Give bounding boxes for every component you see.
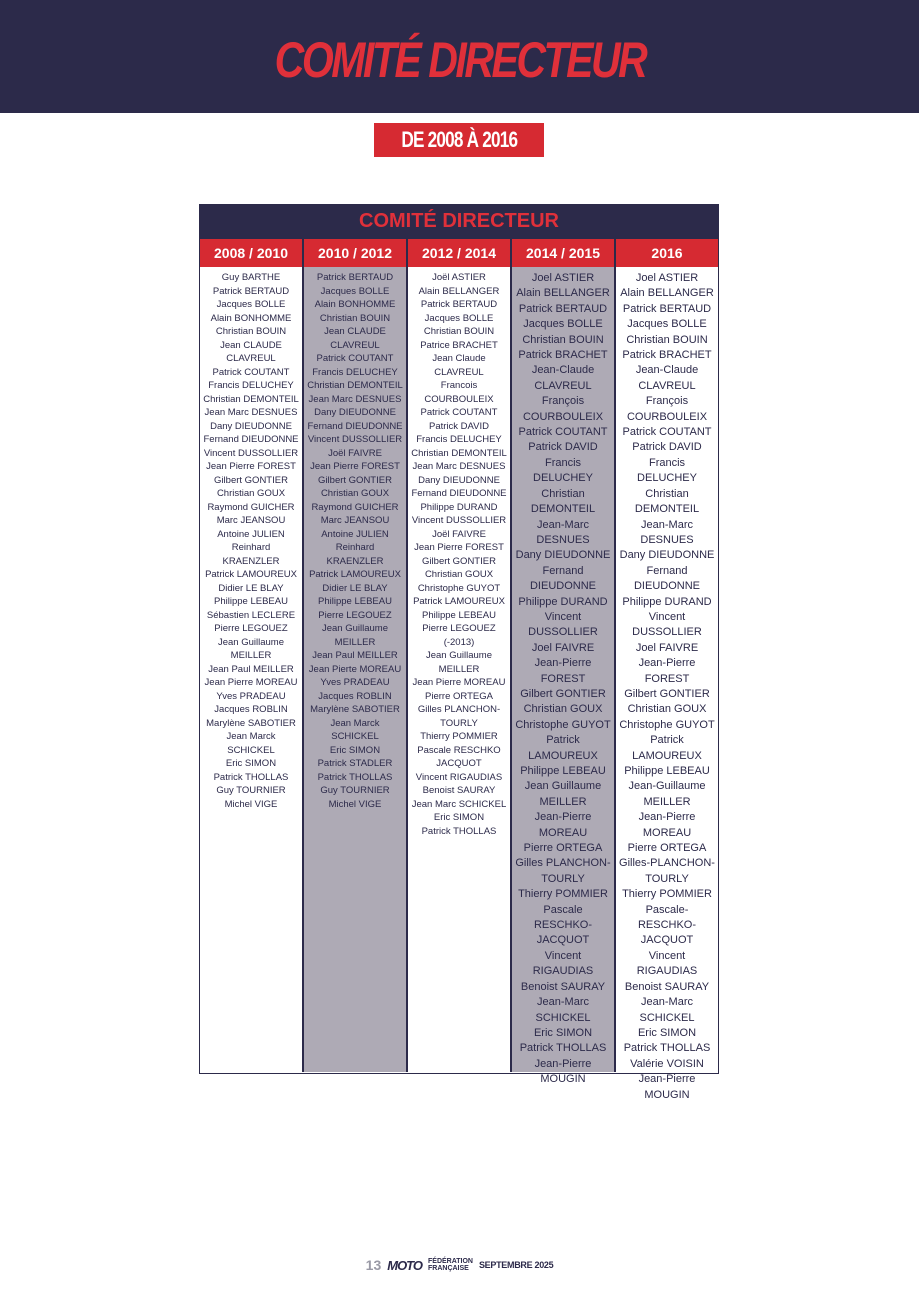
period-badge xyxy=(374,123,544,157)
member-name: Jean Pierre FOREST xyxy=(206,461,296,472)
member-name: Christian DEMONTEIL xyxy=(634,487,700,516)
member-name: Francois COURBOULEIX xyxy=(424,380,494,405)
member-columns xyxy=(200,267,718,1101)
member-name: Fernand DIEUDONNE xyxy=(411,488,507,499)
member-name: Jean-Marc DESNUES xyxy=(640,518,694,546)
member-name: Christian DEMONTEIL xyxy=(530,487,596,516)
member-name: François COURBOULEIX xyxy=(522,395,604,423)
member-name: Jacques BOLLE xyxy=(424,312,494,324)
member-name: Patrick COUTANT xyxy=(316,353,394,364)
member-name: Christian BOUIN xyxy=(215,326,287,337)
member-name: Jean Pierre FOREST xyxy=(414,542,504,553)
member-name: Patrick LAMOUREUX xyxy=(528,734,598,762)
federation-line-1: FÉDÉRATION xyxy=(428,1258,473,1265)
header-banner xyxy=(0,0,919,113)
member-name: Pierre ORTEGA xyxy=(523,842,603,855)
member-name: Benoist SAURAY xyxy=(624,980,710,993)
member-name: Patrick COUTANT xyxy=(518,426,608,439)
member-name: Vincent RIGAUDIAS xyxy=(415,771,503,783)
member-name: Guy TOURNIER xyxy=(216,785,286,796)
member-name: Christian GOUX xyxy=(320,488,390,499)
member-name: Sébastien LECLERE xyxy=(206,609,296,621)
member-name: Vincent RIGAUDIAS xyxy=(636,949,698,978)
member-name: Philippe LEBEAU xyxy=(520,765,606,777)
member-name: Christian GOUX xyxy=(523,703,603,716)
member-name: Patrick BRACHET xyxy=(518,349,608,362)
member-name: Jean-Marc DESNUES xyxy=(536,518,590,546)
member-name: Vincent DUSSOLLIER xyxy=(411,515,507,526)
member-name: Pierre LEGOUEZ (-2013) xyxy=(422,623,496,648)
member-name: Philippe LEBEAU xyxy=(318,596,392,607)
member-name: Alain BONHOMME xyxy=(314,299,396,310)
member-name: Jean Paul MEILLER xyxy=(312,650,398,661)
member-name: Thierry POMMIER xyxy=(518,888,608,901)
member-name: Christian GOUX xyxy=(424,569,494,580)
member-name: Eric SIMON xyxy=(637,1026,697,1039)
member-name: Pascale RESCHKO JACQUOT xyxy=(417,744,501,769)
member-name: Gilbert GONTIER xyxy=(520,687,606,700)
member-name: Jean Pierre MOREAU xyxy=(412,677,506,688)
member-name: Jean CLAUDE CLAVREUL xyxy=(324,326,386,351)
member-name: Antoine JULIEN xyxy=(217,528,285,540)
member-name: Fernand DIEUDONNE xyxy=(203,434,299,445)
member-name: Dany DIEUDONNE xyxy=(418,474,500,486)
member-name: Patrick THOLLAS xyxy=(213,771,289,783)
member-name: Jean Paul MEILLER xyxy=(208,663,294,675)
member-name: Yves PRADEAU xyxy=(216,690,286,702)
member-name: Jacques BOLLE xyxy=(320,285,390,297)
member-name: Antoine JULIEN xyxy=(321,528,389,540)
member-name: Philippe DURAND xyxy=(622,595,712,608)
column-header: 2012 / 2014 xyxy=(408,237,512,267)
member-column-2010-2012 xyxy=(304,267,408,1072)
member-name: Joel ASTIER xyxy=(531,272,595,284)
member-name: Patrick COUTANT xyxy=(212,366,290,378)
member-name: Jean-Pierre MOREAU xyxy=(534,811,592,839)
committee-table xyxy=(199,204,719,1101)
member-name: Eric SIMON xyxy=(433,812,485,823)
member-name: Jean Claude CLAVREUL xyxy=(432,353,486,378)
member-name: Patrick BRACHET xyxy=(622,349,712,362)
member-name: Francis DELUCHEY xyxy=(637,456,697,485)
member-name: Francis DELUCHEY xyxy=(312,366,398,378)
member-name: Philippe LEBEAU xyxy=(624,765,710,777)
brand-logo: MOTO xyxy=(387,1257,422,1273)
table-title: COMITÉ DIRECTEUR xyxy=(200,205,718,237)
member-name: Christian BOUIN xyxy=(522,333,604,346)
member-name: Jacques BOLLE xyxy=(216,299,286,310)
member-name: Dany DIEUDONNE xyxy=(515,549,611,562)
member-name: Patrick THOLLAS xyxy=(519,1042,607,1055)
member-name: Eric SIMON xyxy=(329,744,381,756)
member-name: Gilbert GONTIER xyxy=(214,474,288,486)
member-name: Gilbert GONTIER xyxy=(422,555,496,567)
member-name: Jacques ROBLIN xyxy=(214,704,288,715)
member-name: Gilbert GONTIER xyxy=(318,474,392,486)
member-name: Benoist SAURAY xyxy=(520,980,606,993)
member-name: Jean Pierre FOREST xyxy=(310,461,400,472)
member-name: Gilbert GONTIER xyxy=(624,687,710,700)
member-name: Philippe DURAND xyxy=(518,595,608,608)
member-name: Jean-Marc SCHICKEL xyxy=(639,996,695,1024)
member-name: Joël FAIVRE xyxy=(328,447,382,459)
member-name: Francis DELUCHEY xyxy=(533,456,593,485)
member-name: Pascale-RESCHKO-JACQUOT xyxy=(637,903,697,947)
member-name: Christian GOUX xyxy=(627,703,707,716)
federation-name xyxy=(428,1258,473,1272)
member-name: Pierre LEGOUEZ xyxy=(318,609,392,621)
member-name: Patrick BERTAUD xyxy=(622,302,712,315)
member-name: Jean-Claude CLAVREUL xyxy=(531,364,595,392)
member-name: Jean Marck SCHICKEL xyxy=(330,717,380,742)
page-footer xyxy=(0,1255,919,1275)
column-header: 2008 / 2010 xyxy=(200,237,304,267)
member-column-2012-2014 xyxy=(408,267,512,1072)
member-name: Raymond GUICHER xyxy=(207,501,295,513)
member-name: Patrick LAMOUREUX xyxy=(413,596,505,607)
member-name: Pierre LEGOUEZ xyxy=(214,623,288,634)
member-name: Christian DEMONTEIL xyxy=(307,380,403,391)
federation-line-2: FRANÇAISE xyxy=(428,1265,469,1272)
member-name: Vincent DUSSOLLIER xyxy=(203,447,299,459)
column-header: 2016 xyxy=(616,237,718,267)
member-name: Patrick COUTANT xyxy=(622,426,712,439)
member-name: Fernand DIEUDONNE xyxy=(633,564,700,593)
member-name: Francis DELUCHEY xyxy=(416,434,502,445)
member-name: Christian BOUIN xyxy=(319,312,391,324)
issue-date: SEPTEMBRE 2025 xyxy=(478,1260,554,1270)
member-column-2016 xyxy=(616,267,718,1101)
member-name: Christian BOUIN xyxy=(423,326,495,337)
member-name: Jean Marc DESNUES xyxy=(308,393,402,405)
column-header: 2014 / 2015 xyxy=(512,237,616,267)
member-name: Benoist SAURAY xyxy=(422,785,496,796)
member-name: Jean-Pierre MOREAU xyxy=(638,811,696,839)
member-name: Jean CLAUDE CLAVREUL xyxy=(220,339,282,364)
member-name: François COURBOULEIX xyxy=(626,395,708,423)
member-name: Christian GOUX xyxy=(216,488,286,499)
member-name: Patrick BERTAUD xyxy=(518,302,608,315)
member-name: Patrick DAVID xyxy=(528,441,598,454)
member-name: Gilles PLANCHON-TOURLY xyxy=(515,857,611,885)
member-name: Jacques ROBLIN xyxy=(318,690,392,702)
member-name: Philippe LEBEAU xyxy=(214,596,288,607)
member-name: Joël ASTIER xyxy=(432,272,486,283)
member-name: Jean Marc DESNUES xyxy=(412,461,506,472)
member-name: Francis DELUCHEY xyxy=(208,380,294,391)
member-name: Jean-Claude CLAVREUL xyxy=(635,364,699,392)
member-name: Joel ASTIER xyxy=(635,272,699,284)
member-name: Patrick LAMOUREUX xyxy=(309,569,401,580)
member-name: Jean-Pierre FOREST xyxy=(534,657,592,685)
member-name: Pierre ORTEGA xyxy=(627,842,707,855)
member-name: Fernand DIEUDONNE xyxy=(307,420,403,432)
member-name: Jean Marck SCHICKEL xyxy=(226,731,276,756)
member-name: Patrick COUTANT xyxy=(420,407,498,418)
member-name: Eric SIMON xyxy=(225,758,277,769)
member-name: Jean Guillaume MEILLER xyxy=(321,623,388,648)
member-name: Patrick BERTAUD xyxy=(316,272,394,283)
page-number: 13 xyxy=(365,1257,382,1273)
member-name: Jacques BOLLE xyxy=(523,318,603,331)
member-name: Pierre ORTEGA xyxy=(425,690,493,702)
member-name: Christian DEMONTEIL xyxy=(203,393,299,405)
member-name: Thierry POMMIER xyxy=(622,888,712,901)
member-name: Vincent RIGAUDIAS xyxy=(532,949,594,978)
member-name: Christian DEMONTEIL xyxy=(411,447,507,459)
member-name: Jean-Guillaume MEILLER xyxy=(628,780,706,808)
member-name: Eric SIMON xyxy=(533,1026,593,1039)
member-name: Jean-Pierre MOUGIN xyxy=(534,1057,592,1086)
member-name: Philippe LEBEAU xyxy=(422,609,496,621)
member-name: Patrice BRACHET xyxy=(420,339,498,351)
column-headers xyxy=(200,237,718,267)
member-name: Fernand DIEUDONNE xyxy=(529,564,596,593)
member-name: Yves PRADEAU xyxy=(320,677,390,688)
member-name: Michel VIGE xyxy=(328,798,382,810)
member-name: Patrick BERTAUD xyxy=(420,299,498,310)
member-name: Valérie VOISIN xyxy=(630,1057,704,1070)
member-name: Jean-Pierre MOUGIN xyxy=(638,1073,696,1101)
member-name: Patrick THOLLAS xyxy=(623,1042,711,1055)
member-name: Christian BOUIN xyxy=(626,333,708,346)
member-name: Marylène SABOTIER xyxy=(310,704,400,715)
member-name: Joël FAIVRE xyxy=(432,528,486,540)
member-name: Jean Pierte MOREAU xyxy=(308,663,402,675)
member-name: Dany DIEUDONNE xyxy=(210,420,292,432)
member-name: Jacques BOLLE xyxy=(627,318,707,331)
member-name: Gilles-PLANCHON-TOURLY xyxy=(619,857,715,885)
column-header: 2010 / 2012 xyxy=(304,237,408,267)
member-name: Marc JEANSOU xyxy=(216,515,286,526)
member-column-2014-2015 xyxy=(512,267,616,1086)
member-name: Raymond GUICHER xyxy=(311,501,399,513)
member-name: Didier LE BLAY xyxy=(322,582,388,594)
member-name: Patrick THOLLAS xyxy=(421,825,497,837)
member-name: Vincent DUSSOLLIER xyxy=(528,610,598,639)
member-name: Jean Guillaume MEILLER xyxy=(425,650,492,675)
member-name: Patrick DAVID xyxy=(428,420,489,432)
member-name: Jean-Pierre FOREST xyxy=(638,657,696,685)
member-name: Patrick LAMOUREUX xyxy=(205,569,297,580)
member-name: Marylène SABOTIER xyxy=(206,717,296,729)
member-name: Guy BARTHE xyxy=(221,272,281,283)
member-name: Gilles PLANCHON-TOURLY xyxy=(417,704,501,729)
member-name: Marc JEANSOU xyxy=(320,515,390,526)
member-name: Vincent DUSSOLLIER xyxy=(632,610,702,639)
member-name: Reinhard KRAENZLER xyxy=(222,542,280,567)
member-name: Patrick THOLLAS xyxy=(317,771,393,783)
member-name: Alain BELLANGER xyxy=(418,285,500,297)
member-name: Didier LE BLAY xyxy=(218,582,284,594)
member-name: Jean Marc DESNUES xyxy=(204,407,298,418)
member-name: Jean-Marc SCHICKEL xyxy=(535,996,591,1024)
member-name: Jean Guillaume MEILLER xyxy=(524,780,602,808)
member-name: Christophe GUYOT xyxy=(619,718,715,731)
member-name: Christophe GUYOT xyxy=(417,582,501,594)
member-name: Joel FAIVRE xyxy=(635,641,699,654)
member-name: Thierry POMMIER xyxy=(420,731,498,742)
member-name: Jean Pierre MOREAU xyxy=(204,677,298,688)
member-name: Patrick BERTAUD xyxy=(212,285,290,297)
member-name: Patrick LAMOUREUX xyxy=(632,734,702,762)
member-name: Jean Marc SCHICKEL xyxy=(411,798,507,810)
page-title: COMITÉ DIRECTEUR xyxy=(274,31,645,88)
member-name: Joel FAIVRE xyxy=(531,641,595,654)
period-label: DE 2008 À 2016 xyxy=(401,127,517,152)
member-name: Patrick STADLER xyxy=(317,758,393,769)
member-name: Alain BONHOMME xyxy=(210,312,292,324)
member-name: Dany DIEUDONNE xyxy=(314,407,396,418)
member-name: Vincent DUSSOLLIER xyxy=(307,434,403,445)
member-name: Dany DIEUDONNE xyxy=(619,549,715,562)
member-name: Philippe DURAND xyxy=(420,501,498,513)
member-name: Guy TOURNIER xyxy=(320,785,390,796)
member-name: Pascale RESCHKO-JACQUOT xyxy=(533,903,593,947)
member-name: Christophe GUYOT xyxy=(515,718,611,731)
member-column-2008-2010 xyxy=(200,267,304,1072)
member-name: Alain BELLANGER xyxy=(516,287,610,300)
member-name: Jean Guillaume MEILLER xyxy=(217,636,284,661)
member-name: Alain BELLANGER xyxy=(620,287,714,300)
member-name: Reinhard KRAENZLER xyxy=(326,542,384,567)
member-name: Patrick DAVID xyxy=(632,441,702,454)
member-name: Michel VIGE xyxy=(224,798,278,810)
